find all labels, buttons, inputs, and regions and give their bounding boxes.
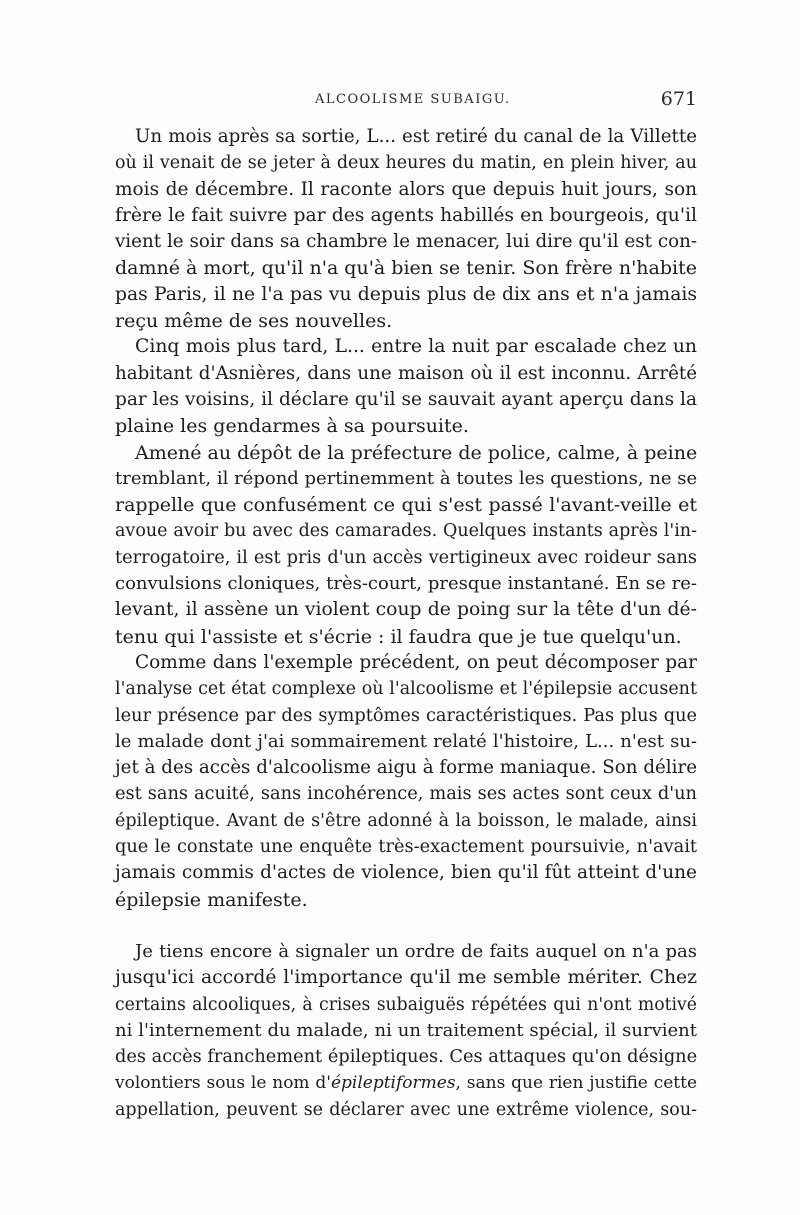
paragraph-gap [115,913,697,939]
italic-term: épileptiformes [330,1073,456,1094]
text-line: appellation, peuvent se déclarer avec une extrême violence, sou- [115,1099,697,1120]
text-line: jamais commis d'actes de violence, bien qu'il fût atteint d'une [115,862,697,884]
text-line: vient le soir dans sa chambre le menacer, lui dire qu'il est con- [115,231,697,253]
text-line: l'analyse cet état complexe où l'alcoolisme et l'épilepsie accusent [115,679,697,700]
paragraph-5 [115,939,697,1123]
text-line: épileptique. Avant de s'être adonné à la boisson, le malade, ainsi [115,810,697,831]
text-line: épilepsie manifeste. [115,888,308,911]
text-line: jusqu'ici accordé l'importance qu'il me semble mériter. Chez [115,967,697,989]
text-line: damné à mort, qu'il n'a qu'à bien se tenir. Son frère n'habite [115,257,697,280]
text-line: où il venait de se jeter à deux heures du matin, en plein hiver, au [115,153,697,174]
body-text [115,124,697,1123]
text-line: tremblant, il répond pertinemment à toutes les questions, ne se [115,467,698,489]
text-line: reçu même de ses nouvelles. [115,310,393,333]
text-line: est sans acuité, sans incohérence, mais ses actes sont ceux d'un [115,784,697,805]
paragraph-4 [115,650,697,913]
text-line: habitant d'Asnières, dans une maison où il est inconnu. Arrêté [115,362,697,384]
text-segment: volontiers sous le nom d' [115,1073,331,1094]
page-header [115,88,697,114]
text-line: Amené au dépôt de la préfecture de police, calme, à peine [135,441,698,464]
text-line: tenu qui l'assiste et s'écrie : il faudra que je tue quelqu'un. [115,625,682,648]
text-line: jet à des accès d'alcoolisme aigu à forme maniaque. Son délire [115,757,698,779]
text-line: avoue avoir bu avec des camarades. Quelques instants après l'in- [115,521,697,542]
text-line: convulsions cloniques, très-court, presque instantané. En se re- [115,573,697,595]
text-line: par les voisins, il déclare qu'il se sauvait ayant aperçu dans la [115,388,697,410]
text-segment: , sans que rien justifie cette [455,1073,698,1094]
text-line: plaine les gendarmes à sa poursuite. [115,415,469,438]
running-title: ALCOOLISME SUBAIGU. [315,92,511,107]
text-line: des accès franchement épileptiques. Ces attaques qu'on désigne [115,1047,698,1068]
text-line: terrogatoire, il est pris d'un accès vertigineux avec roideur sans [115,547,697,568]
text-line: pas Paris, il ne l'a pas vu depuis plus de dix ans et n'a jamais [115,283,697,305]
text-line: Cinq mois plus tard, L... entre la nuit par escalade chez un [135,336,697,358]
paragraph-3 [115,440,697,650]
text-line: ni l'internement du malade, ni un traitement spécial, il survient [115,1019,697,1041]
text-line: Un mois après sa sortie, L... est retiré du canal de la Villette [135,126,697,147]
text-line: mois de décembre. Il raconte alors que depuis huit jours, son [115,178,697,200]
text-line: Comme dans l'exemple précédent, on peut décomposer par [135,651,697,673]
text-line: Je tiens encore à signaler un ordre de faits auquel on n'a pas [135,940,697,962]
paragraph-1 [115,124,697,334]
text-line: leur présence par des symptômes caractéristiques. Pas plus que [115,705,697,726]
text-line: levant, il assène un violent coup de poing sur la tête d'un dé- [115,599,697,621]
text-line: frère le fait suivre par des agents habillés en bourgeois, qu'il [115,204,697,226]
text-line: certains alcooliques, à crises subaiguës répétées qui n'ont motivé [115,994,697,1015]
text-line-with-italic [115,1070,697,1096]
text-line: le malade dont j'ai sommairement relaté l'histoire, L... n'est su- [115,730,697,752]
paragraph-2 [115,334,697,439]
page-number: 671 [660,88,697,110]
text-line: que le constate une enquête très-exactement poursuivie, n'avait [115,837,697,858]
text-line: rappelle que confusément ce qui s'est passé l'avant-veille et [115,494,697,517]
